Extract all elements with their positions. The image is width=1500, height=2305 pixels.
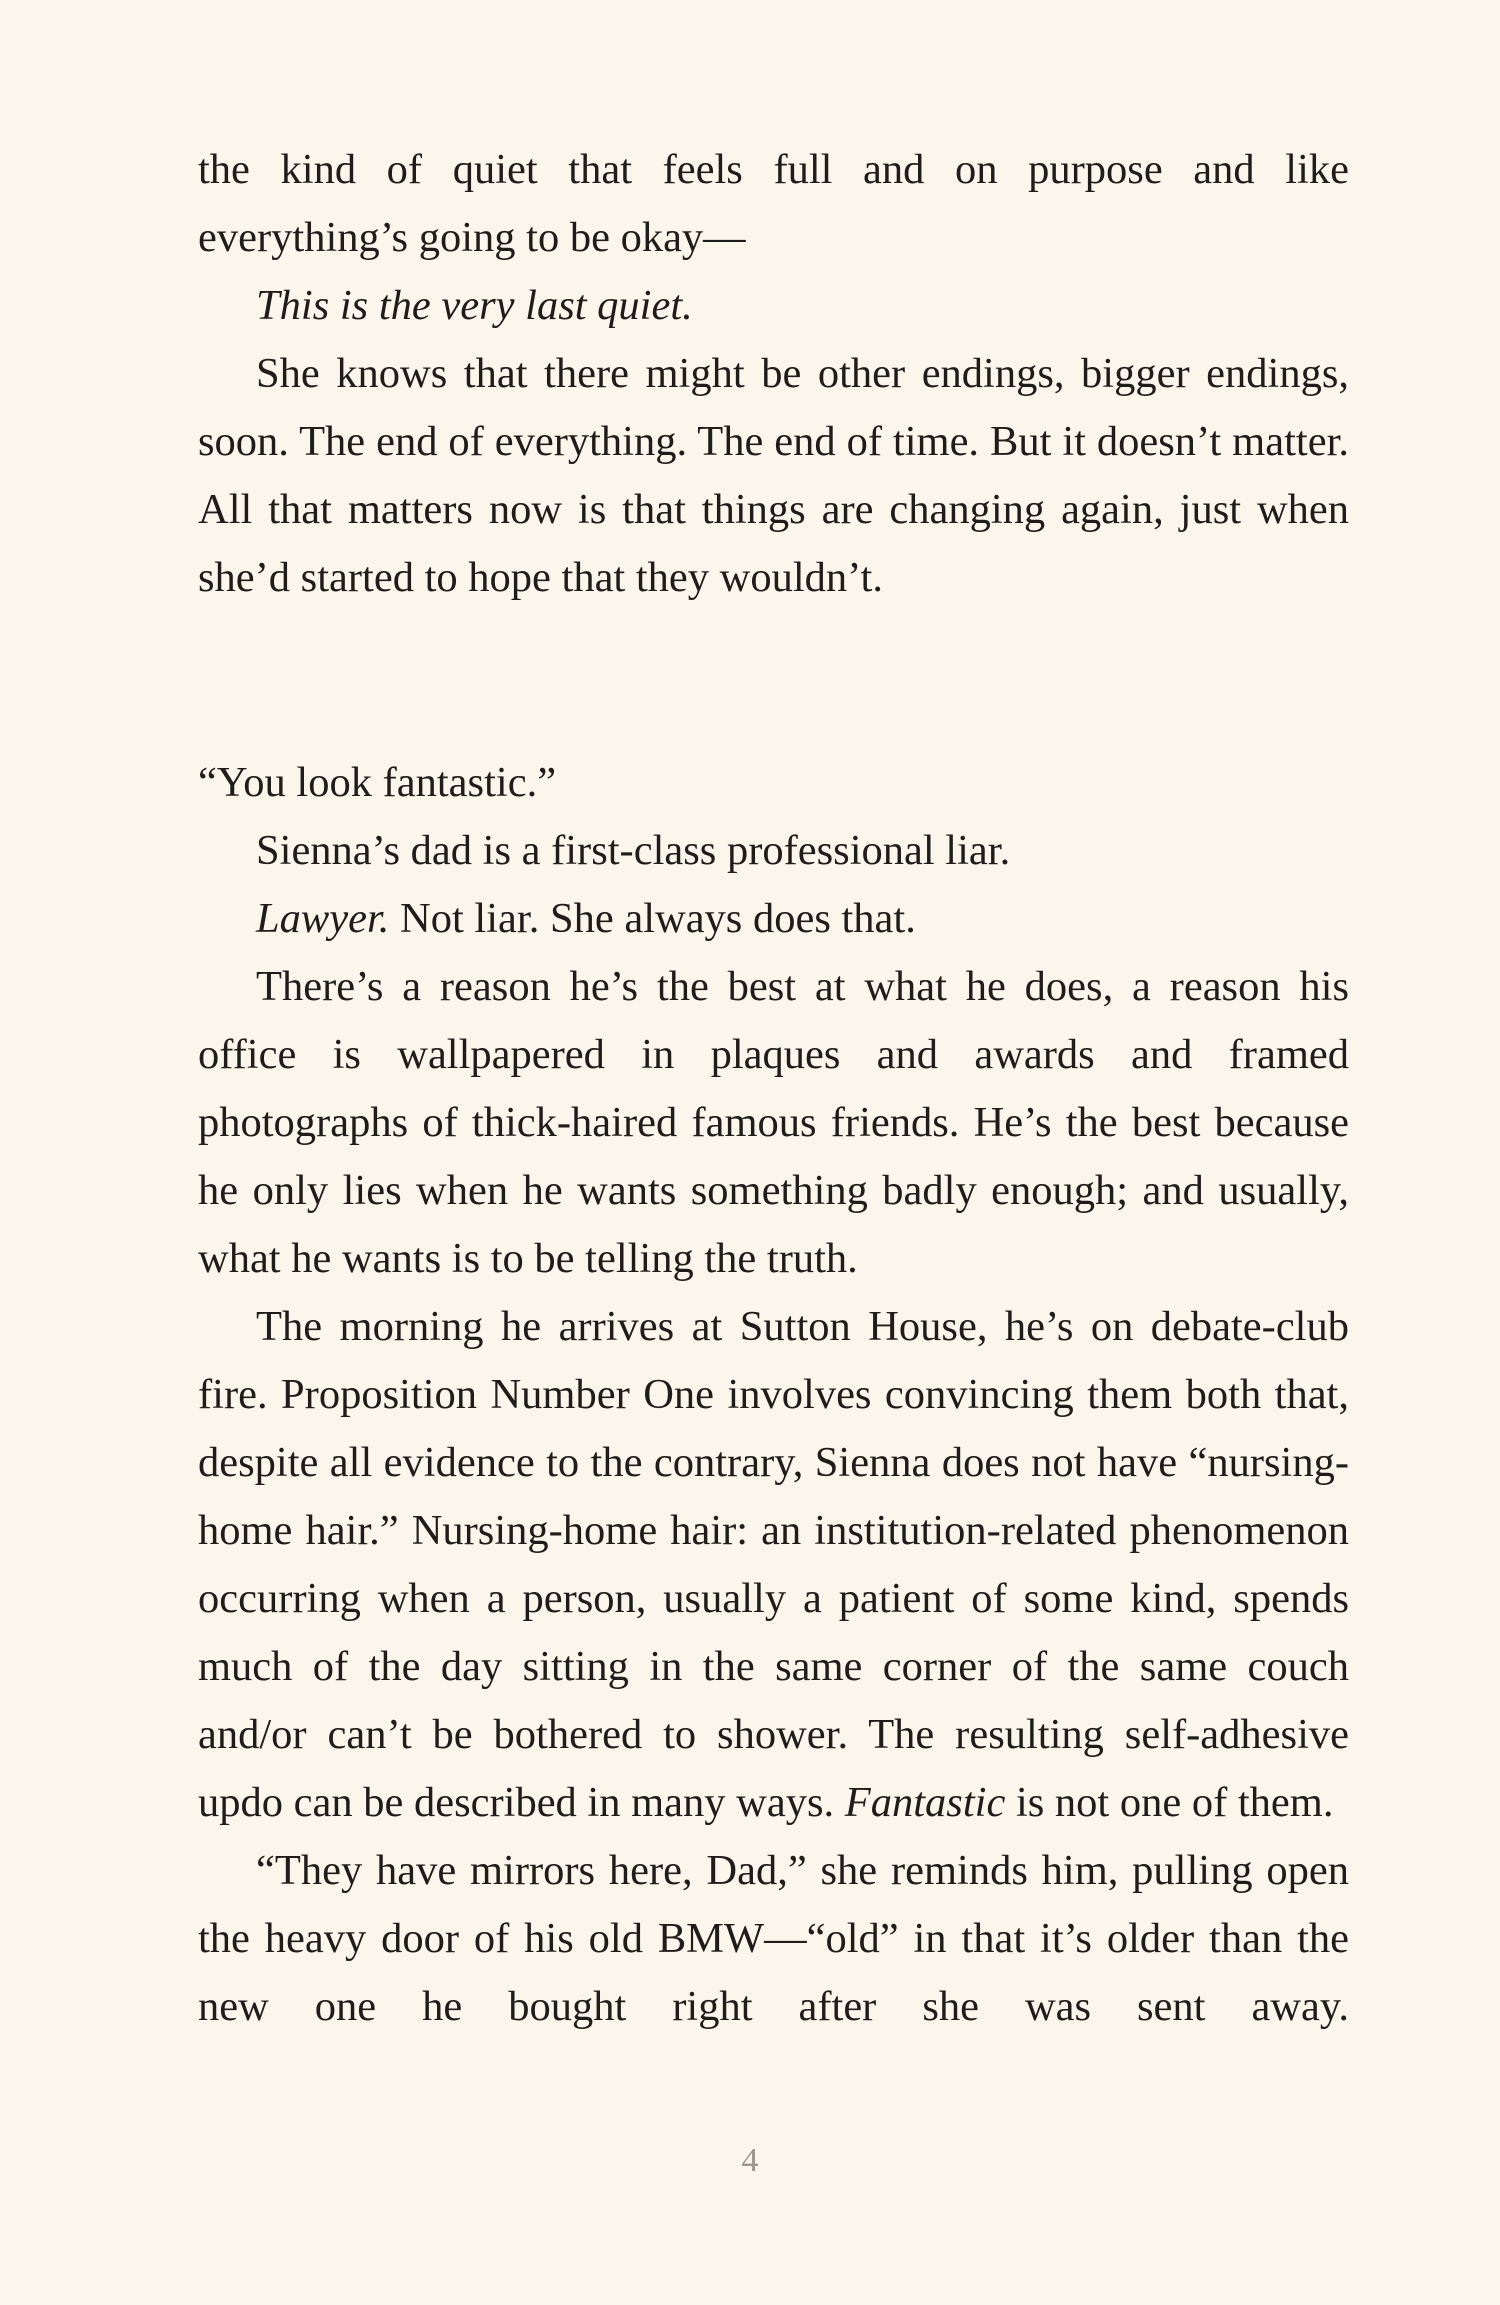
italic-text: Lawyer. (256, 895, 390, 942)
paragraph-dialogue-opening: “You look fantastic.” (198, 759, 557, 806)
italic-text: This is the very last quiet. (256, 282, 693, 329)
paragraph: She knows that there might be other endings, bigger endings, soon. The end of everything. The end of time. But it doesn’t matter. All that matters now is that things are changing again, just when she’d started to hope that they wouldn’t. (198, 350, 1349, 601)
italic-text: Fantastic (844, 1779, 1006, 1826)
paragraph-text: is not one of them. (1005, 1779, 1334, 1826)
text-section-1 (198, 136, 1349, 612)
paragraph: “They have mirrors here, Dad,” she reminds him, pulling open the heavy door of his old BMW—“old” in that it’s older than the new one he bought right after she was sent away. (198, 1847, 1349, 2030)
paragraph: Sienna’s dad is a first-class professional liar. (256, 827, 1011, 874)
paragraph-italic-thought (198, 272, 1349, 340)
page-number: 4 (741, 2142, 759, 2179)
paragraph (198, 885, 1349, 953)
paragraph (198, 1293, 1349, 1837)
paragraph-text: Not liar. She always does that. (389, 895, 916, 942)
paragraph: There’s a reason he’s the best at what he does, a reason his office is wallpapered in plaques and awards and framed photographs of thick-haired famous friends. He’s the best because he only lies when he wants something badly enough; and usually, what he wants is to be telling the truth. (198, 963, 1349, 1282)
paragraph-continued: the kind of quiet that feels full and on purpose and like everything’s going to be okay— (198, 146, 1349, 261)
text-section-2 (198, 749, 1349, 2041)
paragraph-text: The morning he arrives at Sutton House, he’s on debate-club fire. Proposition Number One involves convincing them both that, despite all evidence to the contrary, Sienna does not have “nursing-home hair.” Nursing-home hair: an institution-related phenomenon occurring when a person, usually a patient of some kind, spends much of the day sitting in the same corner of the same couch and/or can’t be bothered to shower. The resulting self-adhesive updo can be described in many ways. (198, 1303, 1349, 1826)
